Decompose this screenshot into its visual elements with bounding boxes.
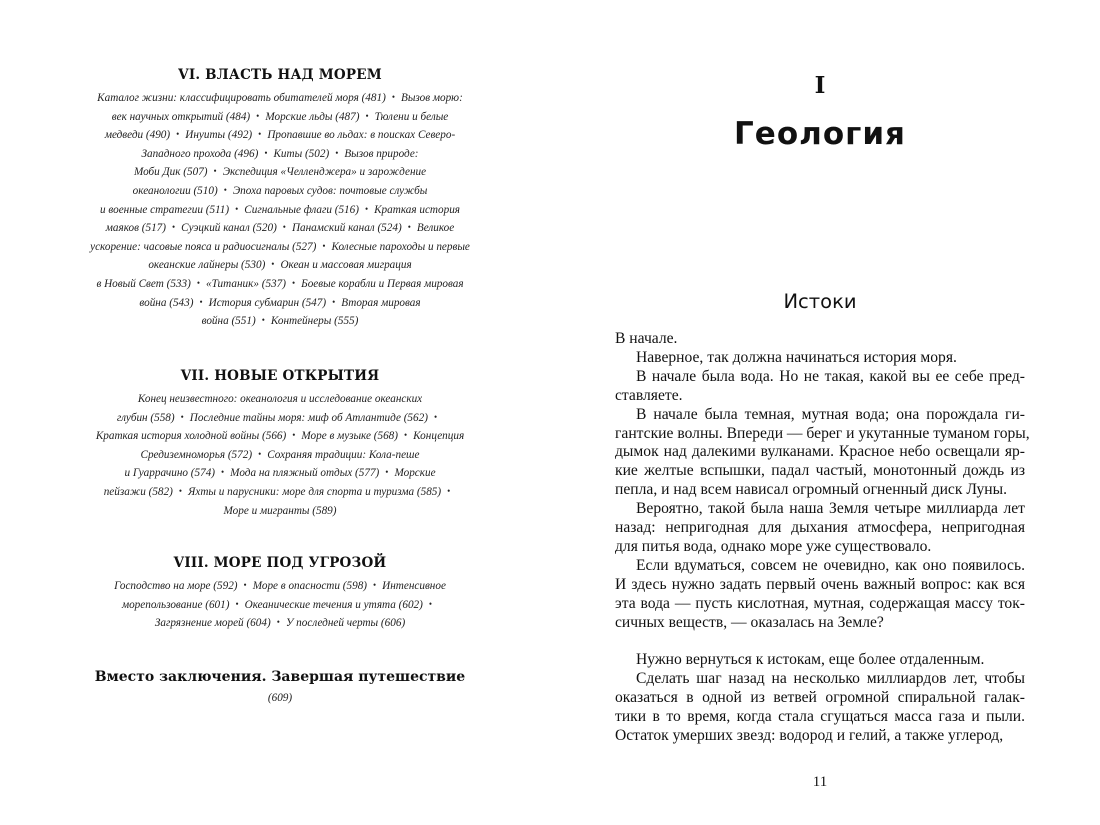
bullet-separator: • [335,147,339,158]
text-line: оказаться в одной из ветвей огромной спиральной галак- [615,689,1025,707]
toc-entry: век научных открытий (484) [111,110,251,123]
toc-line [60,427,500,446]
paragraph [615,670,1025,746]
toc-entry: и военные стратегии (511) [100,203,230,216]
bullet-separator: • [404,430,408,441]
toc-entry: пейзажи (582) [103,485,173,498]
bullet-separator: • [196,277,200,288]
toc-entry: Тюлени и белые [374,110,449,123]
text-line: дымок над далекими вулканами. Красное небо освещали яр- [615,443,1025,461]
toc-line [60,596,500,615]
bullet-separator: • [364,203,369,214]
toc-line [60,145,500,164]
bullet-separator: • [365,110,369,121]
toc-entry: Моби Дик (507) [133,166,208,179]
toc-line [60,390,500,409]
paragraph-gap [615,633,1025,652]
toc-entry: морепользование (601) [121,598,230,611]
toc-entry: Экспедиция «Челленджера» и зарождение [222,166,427,179]
toc-closing-page: (609) [267,692,293,704]
bullet-separator: • [447,485,451,496]
paragraph [615,405,1030,501]
bullet-separator: • [178,485,183,496]
text-line: Сделать шаг назад на несколько миллиардов лет, чтобы [636,670,1025,688]
toc-line [60,294,500,313]
bullet-separator: • [223,184,227,195]
bullet-separator: • [221,467,225,478]
page-number: 11 [812,774,828,790]
toc-entries [60,390,500,520]
toc-line [60,577,500,596]
toc-line [60,446,500,465]
text-line: В начале была темная, мутная вода; она порождала ги- [636,405,1025,423]
toc-entry: Вызов природе: [344,147,419,160]
toc-entry: «Титаник» (537) [206,277,286,290]
toc-entry: У последней черты (606) [285,617,406,630]
bullet-separator: • [261,315,265,326]
bullet-separator: • [172,222,176,233]
toc-line [60,409,500,428]
chapter-title: Геология [734,116,906,152]
toc-line [60,163,500,182]
toc-entry: Краткая история холодной войны (566) [95,430,287,443]
toc-entry: Море и мигранты (589) [223,504,337,517]
text-line: Вероятно, такой была наша Земля четыре миллиарда лет [636,500,1025,518]
bullet-separator: • [258,129,262,140]
toc-entries [60,577,500,633]
bullet-separator: • [199,296,203,307]
text-line: эта вода — пусть кислотная, мутная, содержащая массу ток- [615,594,1025,612]
text-line: Если вдуматься, совсем не очевидно, как оно появилось. [636,556,1025,574]
chapter-number: I [814,72,826,99]
text-line: В начале. [615,330,678,347]
paragraph [615,330,1025,349]
bullet-separator: • [291,277,296,288]
bullet-separator: • [373,580,377,590]
toc-entry: Киты (502) [273,147,330,160]
toc-entry: Мода на пляжный отдых (577) [230,467,380,480]
bullet-separator: • [243,580,247,590]
toc-entry: медведи (490) [104,129,171,142]
toc-entry: Западного прохода (496) [141,147,259,160]
paragraph [615,651,1025,670]
toc-line [60,201,500,220]
bullet-separator: • [276,617,280,628]
text-line: Наверное, так должна начинаться история моря. [636,348,957,366]
toc-closing [60,669,500,708]
toc-entry: Последние тайны моря: миф об Атлантиде (562) [189,411,428,424]
toc-entries [60,89,500,331]
toc-part-heading: VIII. МОРЕ ПОД УГРОЗОЙ [173,555,387,571]
toc-entry: Суэцкий канал (520) [181,222,277,235]
toc-line [60,464,500,483]
bullet-separator: • [433,411,438,422]
bullet-separator: • [332,296,336,307]
toc-entry: Загрязнение морей (604) [154,617,271,630]
toc-entry: война (551) [201,315,256,328]
bullet-separator: • [428,598,433,609]
bullet-separator: • [180,411,184,422]
toc-line [60,312,500,331]
body-text [615,330,1030,746]
toc-entry: в Новый Свет (533) [96,277,191,290]
toc-entry: Океанические течения и утята (602) [244,598,423,611]
text-line: тики в то время, когда стала сгущаться масса газа и пыли. [615,708,1025,726]
toc-line [60,238,500,257]
bullet-separator: • [322,240,326,251]
toc-entry: и Гуаррачино (574) [124,467,216,480]
toc-line [60,219,500,238]
bullet-separator: • [213,166,217,177]
toc-line [60,182,500,201]
text-line: для питья вода, однако море уже существовало. [615,537,932,555]
toc-line [60,108,500,127]
toc-line [60,275,500,294]
toc-entry: Морские [394,467,436,480]
toc-entry: Колесные пароходы и первые [331,240,470,253]
toc-entry: Инуиты (492) [185,129,253,142]
toc-entry: глубин (558) [116,411,175,424]
toc-entry: Концепция [413,430,465,443]
bullet-separator: • [391,92,395,102]
toc-entry: Боевые корабли и Первая мировая [301,277,464,290]
toc-entry: Средиземноморья (572) [140,448,253,461]
bullet-separator: • [271,259,275,270]
toc-entry: Контейнеры (555) [270,315,359,328]
toc-entry: Вызов морю: [400,92,463,104]
toc-line [60,614,500,633]
toc-entry: Морские льды (487) [265,110,360,123]
toc-part-7 [60,368,500,520]
text-line: гантские волны. Впереди — берег и укутанные туманом горы, [615,424,1030,442]
bullet-separator: • [407,222,411,233]
text-line: пепла, и над всем нависал огромный огненный диск Луны. [615,481,1008,499]
toc-part-6 [60,67,500,331]
section-title: Истоки [783,290,857,313]
toc-entry: Господство на море (592) [114,580,238,592]
toc-line [60,483,500,502]
toc-entry: Эпоха паровых судов: почтовые службы [232,184,428,197]
toc-entry: Каталог жизни: классифицировать обитателей моря (481) [97,92,386,104]
toc-entry: История субмарин (547) [208,296,327,309]
toc-entry: Пропавшие во льдах: в поисках Северо- [267,129,456,142]
paragraph [615,368,1025,406]
toc-closing-title: Вместо заключения. Завершая путешествие [94,669,466,685]
toc-entry: Интенсивное [382,580,446,592]
paragraph [615,349,1025,368]
toc-entry: Яхты и парусники: море для спорта и туризма (585) [188,485,442,498]
text-line: Нужно вернуться к истокам, еще более отдаленным. [636,651,985,669]
toc-part-heading: VI. ВЛАСТЬ НАД МОРЕМ [178,67,382,83]
toc-entry: Вторая мировая [341,296,421,309]
bullet-separator: • [258,448,262,459]
toc-entry: океанологии (510) [132,184,218,197]
toc-line [60,256,500,275]
toc-entry: Сигнальные флаги (516) [244,203,359,216]
bullet-separator: • [264,147,268,158]
toc-part-8 [60,555,500,633]
toc-line [60,89,500,108]
toc-entry: Панамский канал (524) [291,222,402,235]
text-line: И здесь нужно задать первый очень важный вопрос: как вся [615,575,1025,593]
toc-entry: Конец неизвестного: океанология и исследование океанских [137,393,423,405]
toc-entry: Краткая история [374,203,460,216]
toc-entry: Сохраняя традиции: Кола-пеше [267,448,420,461]
toc-part-heading: VII. НОВЫЕ ОТКРЫТИЯ [180,368,380,384]
bullet-separator: • [235,598,239,609]
toc-entry: Великое [416,222,455,235]
toc-line [60,502,500,521]
text-line: Остаток умерших звезд: водород и гелий, а также углерод, [615,727,1004,745]
toc-entry: война (543) [139,296,194,309]
bullet-separator: • [292,430,296,441]
toc-entry: Море в музыке (568) [301,430,399,443]
toc-entry: ускорение: часовые пояса и радиосигналы (527) [90,240,317,253]
text-line: назад: непригодная для дыхания атмосфера, непригодная [615,519,1025,537]
bullet-separator: • [385,467,389,478]
bullet-separator: • [256,110,260,121]
toc-entry: океанские лайнеры (530) [148,259,266,272]
paragraph [615,557,1025,633]
text-line: сичных веществ, — оказалась на Земле? [615,613,884,631]
text-line: ставляете. [615,386,683,404]
toc-entry: Океан и массовая миграция [280,259,412,272]
text-line: В начале была вода. Но не такая, какой вы ее себе пред- [636,367,1025,385]
toc-entry: маяков (517) [105,222,167,235]
bullet-separator: • [176,129,180,140]
toc-line [60,126,500,145]
bullet-separator: • [235,203,239,214]
bullet-separator: • [282,222,286,233]
text-line: кие желтые вспышки, падал частый, монотонный дождь из [615,462,1025,480]
toc-entry: Море в опасности (598) [252,580,368,592]
paragraph [615,500,1025,557]
right-page [560,0,1100,825]
